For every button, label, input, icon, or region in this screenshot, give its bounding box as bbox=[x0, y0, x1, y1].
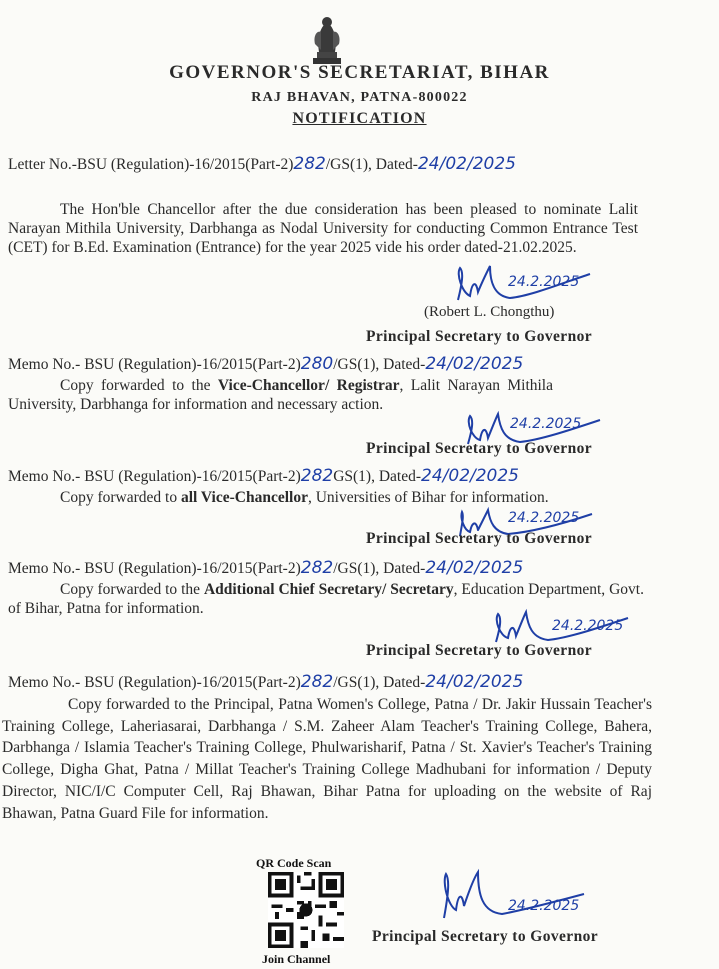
memo-2-body bbox=[8, 488, 644, 507]
memo-1-rest: , Lalit Narayan Mithila University, Darbhanga for information and necessary action. bbox=[8, 377, 553, 413]
signatory-name: (Robert L. Chongthu) bbox=[424, 304, 555, 320]
letter-body: The Hon'ble Chancellor after the due consideration has been pleased to nominate Lalit Narayan Mithila University, Darbhanga as Nodal University for conducting Common Entrance Test (CET) for B.Ed. Examination (Entrance) for the year 2025 vide his order dated-21.02.2025. bbox=[8, 201, 638, 256]
memo-2-lead: Copy forwarded to bbox=[60, 489, 181, 506]
signature-5-date: 24.2.2025 bbox=[508, 898, 580, 914]
secretariat-address: RAJ BHAVAN, PATNA-800022 bbox=[251, 90, 468, 105]
letter-number-line bbox=[8, 154, 516, 174]
memo-2-number-line bbox=[8, 466, 519, 486]
memo-3-rest: , Education Department, Govt. of Bihar, Patna for information. bbox=[8, 581, 644, 617]
memo-2-prefix: Memo No.- BSU (Regulation)-16/2015(Part-2) bbox=[8, 468, 301, 485]
memo-3-date: 24/02/2025 bbox=[425, 558, 524, 578]
qr-top-label: QR Code Scan bbox=[256, 856, 332, 870]
signature-4-date: 24.2.2025 bbox=[552, 618, 624, 634]
signature-1-date: 24.2.2025 bbox=[508, 274, 580, 290]
memo-3-number-line bbox=[8, 558, 523, 578]
signatory-designation-5: Principal Secretary to Governor bbox=[372, 928, 599, 945]
signatory-designation-1: Principal Secretary to Governor bbox=[366, 328, 593, 345]
letter-ref-number: 282 bbox=[293, 154, 326, 174]
letter-date: 24/02/2025 bbox=[417, 154, 516, 174]
memo-3-prefix: Memo No.- BSU (Regulation)-16/2015(Part-2) bbox=[8, 560, 301, 577]
memo-2-date: 24/02/2025 bbox=[421, 466, 519, 486]
memo-3-suffix: /GS(1), Dated- bbox=[333, 560, 426, 577]
notification-heading: NOTIFICATION bbox=[292, 110, 427, 127]
signature-3-date: 24.2.2025 bbox=[508, 510, 580, 526]
state-emblem-icon bbox=[307, 14, 347, 66]
memo-4-prefix: Memo No.- BSU (Regulation)-16/2015(Part-2) bbox=[8, 674, 301, 691]
memo-2-rest: , Universities of Bihar for information. bbox=[307, 489, 549, 506]
qr-code-icon[interactable] bbox=[268, 872, 344, 948]
memo-4-date: 24/02/2025 bbox=[425, 672, 524, 692]
signatory-designation-4: Principal Secretary to Governor bbox=[366, 642, 593, 659]
memo-4-suffix: /GS(1), Dated- bbox=[333, 674, 426, 691]
memo-2-number: 282 bbox=[300, 466, 334, 486]
signature-2-date: 24.2.2025 bbox=[510, 416, 582, 432]
memo-2-recipient: all Vice-Chancellor bbox=[180, 489, 308, 506]
memo-1-date: 24/02/2025 bbox=[425, 354, 524, 374]
signatory-designation-3: Principal Secretary to Governor bbox=[366, 530, 593, 547]
letter-ref-prefix: Letter No.-BSU (Regulation)-16/2015(Part-2) bbox=[8, 156, 294, 173]
memo-1-prefix: Memo No.- BSU (Regulation)-16/2015(Part-2) bbox=[8, 356, 301, 373]
memo-3-recipient: Additional Chief Secretary/ Secretary bbox=[203, 581, 454, 598]
signatory-designation-2: Principal Secretary to Governor bbox=[366, 440, 593, 457]
memo-4-number-line bbox=[8, 672, 523, 692]
memo-3-number: 282 bbox=[300, 558, 334, 578]
memo-1-body bbox=[8, 376, 553, 414]
memo-1-number: 280 bbox=[300, 354, 334, 374]
memo-2-suffix: GS(1), Dated- bbox=[333, 468, 422, 485]
secretariat-title: GOVERNOR'S SECRETARIAT, BIHAR bbox=[169, 62, 550, 83]
memo-1-recipient: Vice-Chancellor/ Registrar bbox=[217, 377, 400, 394]
qr-bottom-label: Join Channel bbox=[262, 952, 331, 966]
memo-1-number-line bbox=[8, 354, 523, 374]
signature-5 bbox=[434, 868, 594, 926]
memo-4-body: Copy forwarded to the Principal, Patna Women's College, Patna / Dr. Jakir Hussain Teacher's Training College, Laheriasarai, Darbhanga / S.M. Zaheer Alam Teacher's Training College, Bahera, Darbhanga / Islamia Teacher's Training College, Phulwarisharif, Patna / St. Xavier's Teacher's Training College, Digha Ghat, Patna / Millat Teacher's Training College Madhubani for information / Deputy Director, NIC/I/C Computer Cell, Raj Bhawan, Bihar Patna for uploading on the website of Raj Bhawan, Patna Guard File for information. bbox=[2, 696, 652, 822]
memo-1-lead: Copy forwarded to the bbox=[60, 377, 218, 394]
memo-1-suffix: /GS(1), Dated- bbox=[333, 356, 426, 373]
memo-3-lead: Copy forwarded to the bbox=[60, 581, 204, 598]
letter-ref-suffix: /GS(1), Dated- bbox=[325, 156, 418, 173]
memo-4-number: 282 bbox=[300, 672, 334, 692]
